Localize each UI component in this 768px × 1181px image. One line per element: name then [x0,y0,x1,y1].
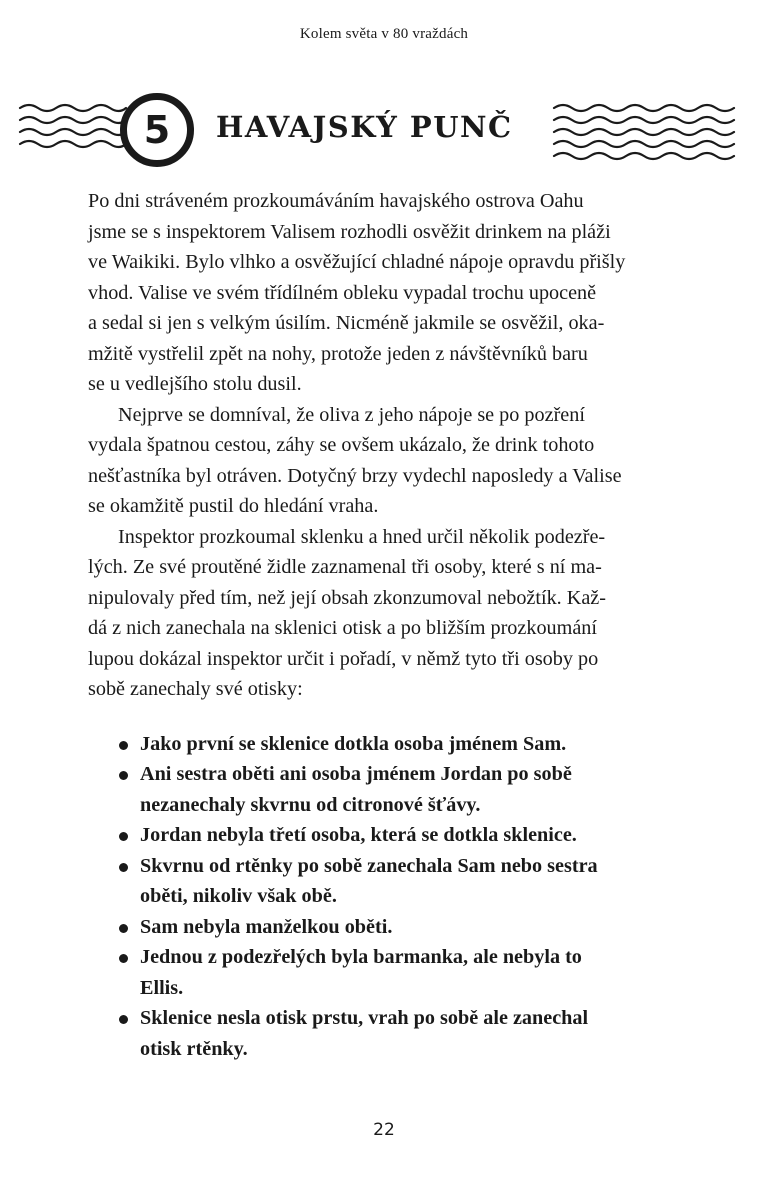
list-item [88,1003,654,1064]
paragraph-3 [88,522,654,705]
text-line: Sam nebyla manželkou oběti. [140,915,393,938]
text-line: lých. Ze své proutěné židle zaznamenal tři osoby, které s ní ma- [88,556,602,578]
list-item [88,851,654,912]
body-text [88,186,654,1064]
list-item [88,729,654,760]
postmark-waves-left [18,102,128,158]
text-line: oběti, nikoliv však obě. [140,885,337,907]
bullet-dot-icon [119,954,128,963]
bullet-dot-icon [119,863,128,872]
paragraph-1 [88,186,654,400]
text-line: Ellis. [140,976,184,999]
text-line: Jednou z podezřelých byla barmanka, ale nebyla to [140,946,582,968]
text-line: jsme se s inspektorem Valisem rozhodli osvěžit drinkem na pláži [88,220,611,243]
text-line: otisk rtěnky. [140,1037,248,1060]
bullet-dot-icon [119,771,128,780]
text-line: vydala špatnou cestou, záhy se ovšem ukázalo, že drink tohoto [88,434,595,456]
text-line: lupou dokázal inspektor určit i pořadí, v němž tyto tři osoby po [88,647,599,670]
bullet-dot-icon [119,924,128,933]
text-line: Jordan nebyla třetí osoba, která se dotkla sklenice. [140,824,577,846]
text-line: Nejprve se domníval, že oliva z jeho nápoje se po pozření [118,403,585,426]
clue-list [88,729,654,1065]
text-line: sobě zanechaly své otisky: [88,678,303,700]
text-line: Sklenice nesla otisk prstu, vrah po sobě ale zanechal [140,1007,589,1029]
text-line: nešťastníka byl otráven. Dotyčný brzy vydechl naposledy a Valise [88,464,622,487]
text-line: Skvrnu od rtěnky po sobě zanechala Sam nebo sestra [140,854,598,877]
postmark-waves-right [552,102,742,162]
paragraph-2 [88,400,654,522]
list-item [88,759,654,820]
bullet-dot-icon [119,832,128,841]
running-head: Kolem světa v 80 vraždách [299,26,469,42]
text-line: ve Waikiki. Bylo vlhko a osvěžující chladné nápoje opravdu přišly [88,251,626,273]
list-item [88,912,654,943]
bullet-dot-icon [119,741,128,750]
text-line: Po dni stráveném prozkoumáváním havajského ostrova Oahu [88,190,584,212]
text-line: a sedal si jen s velkým úsilím. Nicméně jakmile se osvěžil, oka- [88,312,605,334]
text-line: nipulovaly před tím, než její obsah zkonzumoval nebožtík. Kaž- [88,586,606,609]
text-line: Jako první se sklenice dotkla osoba jménem Sam. [140,732,567,755]
text-line: Inspektor prozkoumal sklenku a hned určil několik podezře- [118,525,606,548]
text-line: nezanechaly skvrnu od citronové šťávy. [140,793,481,816]
text-line: mžitě vystřelil zpět na nohy, protože jeden z návštěvníků baru [88,342,588,365]
text-line: vhod. Valise ve svém třídílném obleku vypadal trochu upoceně [88,281,597,304]
text-line: dá z nich zanechala na sklenici otisk a po bližším prozkoumání [88,617,598,639]
text-line: se okamžitě pustil do hledání vraha. [88,495,379,517]
chapter-heading [0,88,768,188]
text-line: Ani sestra oběti ani osoba jménem Jordan po sobě [140,763,572,785]
text-line: se u vedlejšího stolu dusil. [88,373,302,395]
bullet-dot-icon [119,1015,128,1024]
page-number: 22 [373,1120,395,1140]
chapter-title: HAVAJSKÝ PUNČ [216,110,513,144]
chapter-number-badge: 5 [120,93,194,167]
list-item [88,820,654,851]
list-item [88,942,654,1003]
